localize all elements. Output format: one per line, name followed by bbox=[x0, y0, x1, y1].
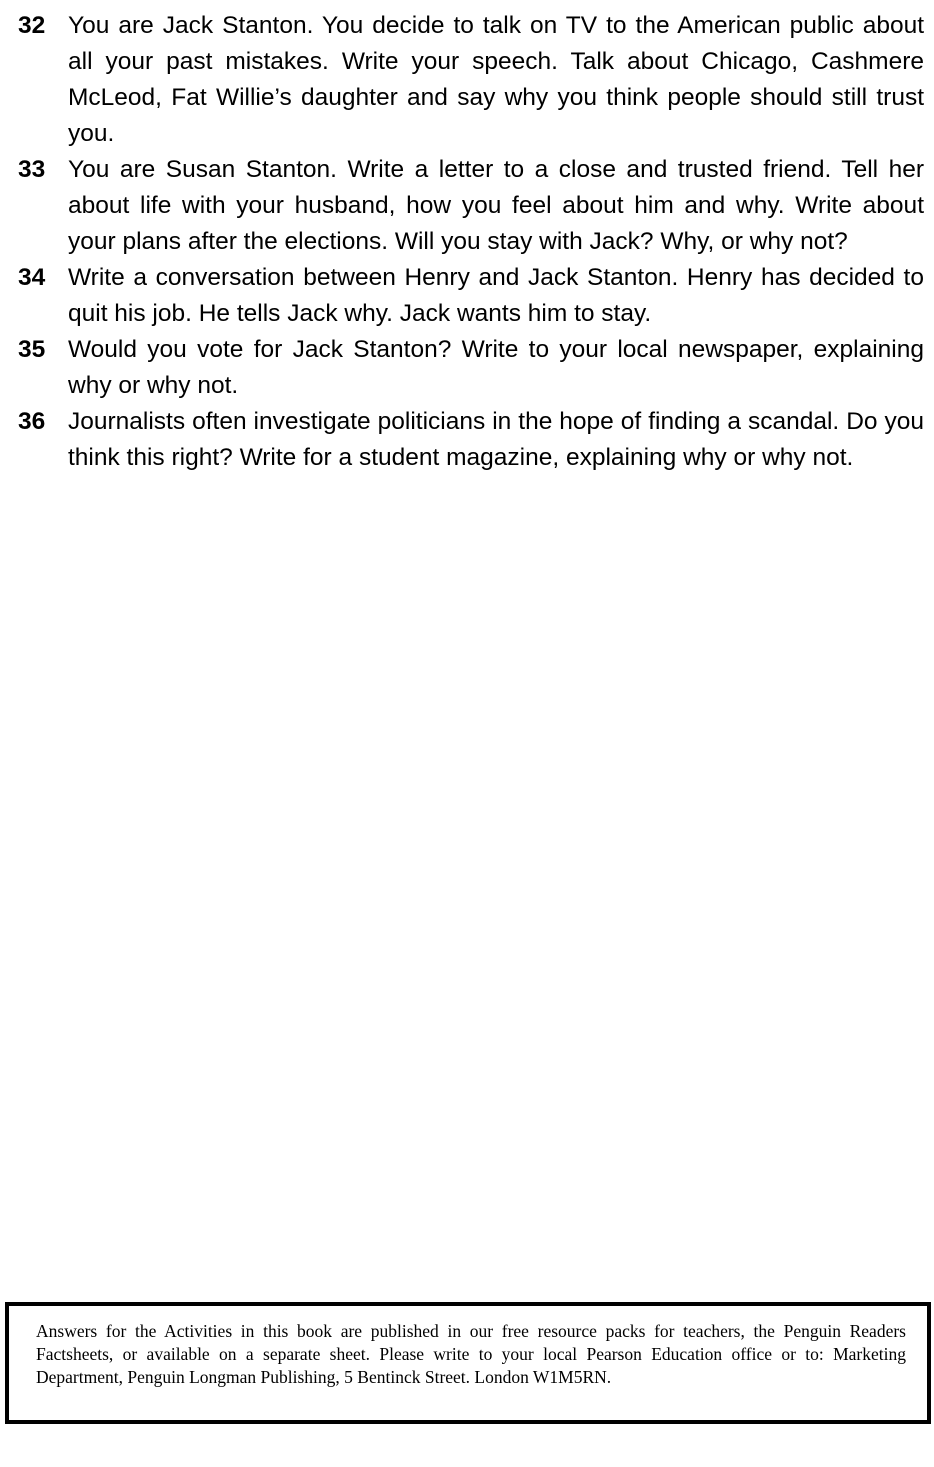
question-34 bbox=[18, 260, 924, 332]
activity-questions bbox=[18, 8, 924, 476]
question-number: 34 bbox=[18, 264, 46, 291]
answers-notice-box bbox=[5, 1302, 931, 1424]
question-33 bbox=[18, 152, 924, 260]
question-number: 33 bbox=[18, 156, 46, 183]
question-32 bbox=[18, 8, 924, 152]
question-number: 36 bbox=[18, 408, 46, 435]
answers-notice-text: Answers for the Activities in this book are published in our free resource packs for teachers, the Penguin Readers Factsheets, or available on a separate sheet. Please write to your local Pearson Education office or to: Marketing Department, Penguin Longman Publishing, 5 Bentinck Street. London W1M5RN. bbox=[36, 1321, 906, 1387]
question-text: You are Jack Stanton. You decide to talk on TV to the American public about all your past mistakes. Write your speech. Talk about Chicago, Cashmere McLeod, Fat Willie’s daughter and say why you think people should still trust you. bbox=[68, 12, 924, 147]
question-text: Write a conversation between Henry and Jack Stanton. Henry has decided to quit his job. He tells Jack why. Jack wants him to stay. bbox=[68, 264, 924, 327]
question-number: 32 bbox=[18, 12, 46, 39]
question-text: Would you vote for Jack Stanton? Write to your local newspaper, explaining why or why not. bbox=[68, 336, 924, 399]
question-text: You are Susan Stanton. Write a letter to a close and trusted friend. Tell her about life with your husband, how you feel about him and why. Write about your plans after the elections. Will you stay with Jack? Why, or why not? bbox=[68, 156, 924, 255]
question-36 bbox=[18, 404, 924, 476]
question-number: 35 bbox=[18, 336, 46, 363]
question-text: Journalists often investigate politicians in the hope of finding a scandal. Do you think this right? Write for a student magazine, explaining why or why not. bbox=[68, 408, 924, 471]
question-35 bbox=[18, 332, 924, 404]
